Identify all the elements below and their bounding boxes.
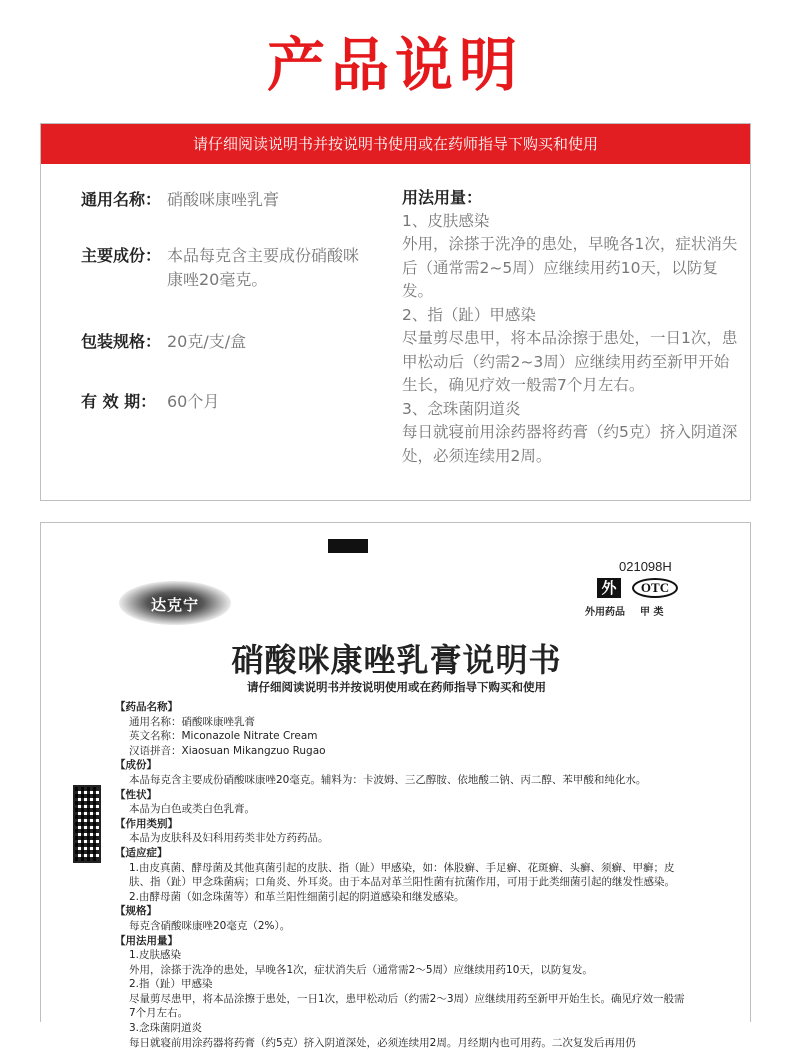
field-label: 有 效 期： [81, 392, 157, 411]
section-line: 1.由皮真菌、酵母菌及其他真菌引起的皮肤、指（趾）甲感染，如：体股癣、手足癣、花斑癣、头癣、须癣、甲癣；皮肤、指（趾）甲念珠菌病；口角炎、外耳炎。由于本品对革兰阳性菌有抗菌作用，可用于此类细菌引起的继发性感染。 [129, 861, 675, 889]
section-heading: 【成份】 [115, 759, 157, 772]
field-generic-name [81, 188, 372, 212]
section-line: 通用名称：硝酸咪康唑乳膏 [129, 715, 255, 728]
field-value: 硝酸咪康唑乳膏 [167, 190, 280, 209]
otc-mark: OTC [632, 578, 678, 598]
section-line: 汉语拼音：Xiaosuan Mikangzuo Rugao [129, 744, 326, 757]
class-a-label: 甲 类 [640, 607, 664, 618]
field-label: 包装规格： [81, 332, 162, 351]
section-line: 尽量剪尽患甲，将本品涂擦于患处，一日1次，患甲松动后（约需2～3周）应继续用药至新甲开始生长。确见疗效一般需7个月左右。 [129, 992, 685, 1020]
leaflet-code: 021098H [619, 559, 672, 574]
leaflet-body [115, 700, 685, 1050]
qr-code-icon [73, 785, 101, 863]
section-heading: 【规格】 [115, 905, 157, 918]
usage-dosage [402, 186, 742, 468]
field-package-spec [81, 330, 372, 354]
section-line: 3.念珠菌阴道炎 [129, 1022, 203, 1035]
section-heading: 【药品名称】 [115, 701, 178, 713]
external-use-label: 外用药品 [585, 607, 625, 618]
section-heading: 【适应症】 [115, 846, 168, 859]
usage-line: 每日就寝前用涂药器将药膏（约5克）挤入阴道深处，必须连续用2周。 [402, 423, 738, 465]
field-value: 60个月 [167, 392, 220, 411]
leaflet-title: 硝酸咪康唑乳膏说明书 [231, 641, 562, 679]
brand-logo [119, 581, 231, 625]
section-heading: 【作用类别】 [115, 817, 178, 830]
black-bar-mark [328, 539, 368, 553]
section-line: 每克含硝酸咪康唑20毫克（2%）。 [129, 919, 291, 932]
section-heading: 【用法用量】 [115, 934, 178, 947]
usage-title: 用法用量： [402, 188, 483, 207]
brand-name: 达克宁 [150, 596, 199, 614]
usage-line: 外用，涂搽于洗净的患处，早晚各1次，症状消失后（通常需2~5周）应继续用药10天，以防复发。 [402, 235, 738, 300]
external-use-mark: 外 [597, 578, 621, 598]
section-line: 英文名称：Miconazole Nitrate Cream [129, 730, 318, 743]
section-line: 本品为白色或类白色乳膏。 [129, 803, 255, 816]
section-line: 每日就寝前用涂药器将药膏（约5克）挤入阴道深处，必须连续用2周。月经期内也可用药。二次复发后再用仍 [129, 1036, 636, 1049]
section-line: 本品每克含主要成份硝酸咪康唑20毫克。辅料为：卡波姆、三乙醇胺、依地酸二钠、丙二醇、苯甲酸和纯化水。 [129, 773, 647, 786]
usage-notice-banner: 请仔细阅读说明书并按说明书使用或在药师指导下购买和使用 [41, 124, 750, 164]
usage-line: 2、指（趾）甲感染 [402, 305, 536, 324]
field-label: 通用名称： [81, 190, 162, 209]
page-title: 产品说明 [266, 31, 523, 99]
field-label: 主要成份： [81, 246, 162, 265]
section-line: 1.皮肤感染 [129, 949, 182, 962]
usage-line: 3、念珠菌阴道炎 [402, 399, 521, 418]
section-line: 本品为皮肤科及妇科用药类非处方药药品。 [129, 832, 329, 845]
usage-line: 尽量剪尽患甲，将本品涂擦于患处，一日1次，患甲松动后（约需2~3周）应继续用药至新甲开始生长，确见疗效一般需7个月左右。 [402, 329, 738, 394]
product-info-card [40, 123, 751, 501]
leaflet-subtitle: 请仔细阅读说明书并按说明使用或在药师指导下购买和使用 [247, 680, 546, 694]
field-value: 20克/支/盒 [167, 332, 247, 351]
section-line: 2.由酵母菌（如念珠菌等）和革兰阳性细菌引起的阴道感染和继发感染。 [129, 890, 465, 903]
field-value: 本品每克含主要成份硝酸咪康唑20毫克。 [167, 246, 360, 289]
usage-line: 1、皮肤感染 [402, 211, 490, 230]
section-heading: 【性状】 [115, 788, 157, 801]
field-main-ingredient [81, 244, 372, 292]
section-line: 2.指（趾）甲感染 [129, 978, 213, 991]
leaflet-scan [40, 522, 751, 1049]
section-line: 外用，涂搽于洗净的患处，早晚各1次，症状消失后（通常需2～5周）应继续用药10天，以防复发。 [129, 963, 593, 976]
field-shelf-life [81, 390, 372, 414]
